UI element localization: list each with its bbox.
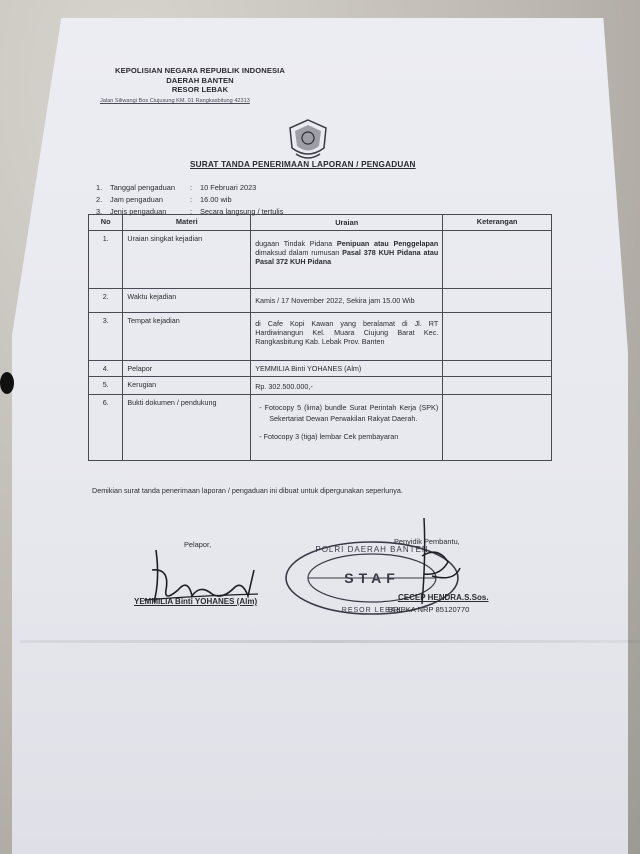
table-row: [89, 231, 552, 289]
closing-statement: Demikian surat tanda penerimaan laporan / pengaduan ini dibuat untuk dipergunakan seperlunya.: [92, 486, 403, 495]
meta-row: [96, 194, 283, 206]
row-uraian: Rp. 302.500.000,-: [251, 377, 443, 395]
meta-colon: :: [190, 183, 193, 192]
table-row: [89, 313, 552, 361]
letterhead-address: Jalan Siliwangi Bos Ciujusung KM. 01 Rangkasbitung 42313: [100, 98, 250, 104]
stamp-bottom-text: RESOR LEBAK: [341, 607, 403, 614]
meta-value: 16.00 wib: [200, 195, 232, 204]
row-number: 1.: [89, 231, 123, 289]
uraian-text: dimaksud dalam rumusan: [255, 248, 343, 257]
table-row: [89, 395, 552, 461]
evidence-text: Fotocopy 5 (lima) bundle Surat Perintah Kerja (SPK) Sekertariat Dewan Perwakilan Rakyat Daerah.: [264, 403, 439, 423]
report-table: [88, 214, 552, 461]
table-header-row: [89, 215, 552, 231]
evidence-item: - Fotocopy 5 (lima) bundle Surat Perintah Kerja (SPK) Sekertariat Dewan Perwakilan Rakyat Daerah.: [259, 403, 439, 423]
uraian-bold: Penipuan atau Penggelapan: [336, 239, 439, 248]
reporter-name: YEMMILIA Binti YOHANES (Alm): [134, 597, 258, 606]
row-materi: Bukti dokumen / pendukung: [123, 395, 251, 461]
evidence-item: - Fotocopy 3 (tiga) lembar Cek pembayaran: [259, 432, 399, 441]
evidence-text: Fotocopy 3 (tiga) lembar Cek pembayaran: [263, 432, 399, 441]
table-row: [89, 377, 552, 395]
meta-label: Tanggal pengaduan: [110, 183, 175, 192]
meta-number: 2.: [96, 195, 103, 204]
meta-value: Secara langsung / tertulis: [200, 207, 284, 216]
header-no: No: [89, 215, 123, 231]
row-uraian: YEMMILIA Binti YOHANES (Alm): [251, 361, 443, 377]
row-materi: Pelapor: [123, 361, 251, 377]
row-keterangan: [443, 231, 552, 289]
letterhead-line-2: DAERAH BANTEN: [166, 75, 234, 85]
investigator-name: CECEP HENDRA.S.Sos.: [398, 593, 489, 602]
row-materi: Waktu kejadian: [123, 289, 251, 313]
row-number: 4.: [89, 361, 123, 377]
row-keterangan: [443, 395, 552, 461]
meta-colon: :: [190, 207, 193, 216]
paper-fold-line: [20, 640, 640, 643]
row-uraian: Kamis / 17 November 2022, Sekira jam 15.00 Wib: [251, 289, 443, 313]
reporter-role: Pelapor,: [184, 540, 212, 549]
meta-label: Jam pengaduan: [110, 195, 164, 204]
background-object: [0, 372, 14, 394]
row-materi: Tempat kejadian: [123, 313, 251, 361]
row-keterangan: [443, 361, 552, 377]
header-uraian: Uraian: [251, 215, 443, 231]
meta-number: 3.: [96, 207, 103, 216]
row-number: 2.: [89, 289, 123, 313]
meta-number: 1.: [96, 183, 103, 192]
row-uraian: di Cafe Kopi Kawan yang beralamat di Jl. RT Hardiwinangun Kel. Muara Ciujung Barat Kec. Rangkasbitung Kab. Lebak Prov. Banten: [251, 313, 443, 361]
investigator-rank-nrp: BRIPKA NRP 85120770: [388, 605, 470, 614]
row-keterangan: [443, 313, 552, 361]
meta-colon: :: [190, 195, 193, 204]
complaint-meta: [96, 182, 283, 218]
meta-value: 10 Februari 2023: [200, 183, 257, 192]
row-number: 5.: [89, 377, 123, 395]
row-number: 6.: [89, 395, 123, 461]
stamp-top-text: POLRI DAERAH BANTEN: [315, 545, 429, 554]
document-title: SURAT TANDA PENERIMAAN LAPORAN / PENGADUAN: [190, 160, 416, 169]
table-row: [89, 361, 552, 377]
header-keterangan: Keterangan: [443, 215, 552, 231]
uraian-bold: Pasal 378 KUH Pidana atau Pasal 372 KUH Pidana: [255, 248, 439, 266]
letterhead-line-1: KEPOLISIAN NEGARA REPUBLIK INDONESIA: [115, 66, 285, 75]
letterhead-line-3: RESOR LEBAK: [171, 85, 229, 94]
table-row: [89, 289, 552, 313]
uraian-text: dugaan Tindak Pidana: [255, 239, 337, 248]
row-uraian: [251, 395, 443, 461]
stamp-middle-text: STAF: [344, 570, 400, 586]
row-keterangan: [443, 289, 552, 313]
row-keterangan: [443, 377, 552, 395]
meta-label: Jenis pengaduan: [110, 207, 167, 216]
meta-row: [96, 182, 283, 194]
police-crest-icon: [282, 118, 334, 162]
letterhead: [100, 66, 300, 95]
investigator-role: Penyidik Pembantu,: [394, 537, 460, 546]
row-number: 3.: [89, 313, 123, 361]
row-materi: Uraian singkat kejadian: [123, 231, 251, 289]
row-uraian: [251, 231, 443, 289]
header-materi: Materi: [123, 215, 251, 231]
row-materi: Kerugian: [123, 377, 251, 395]
